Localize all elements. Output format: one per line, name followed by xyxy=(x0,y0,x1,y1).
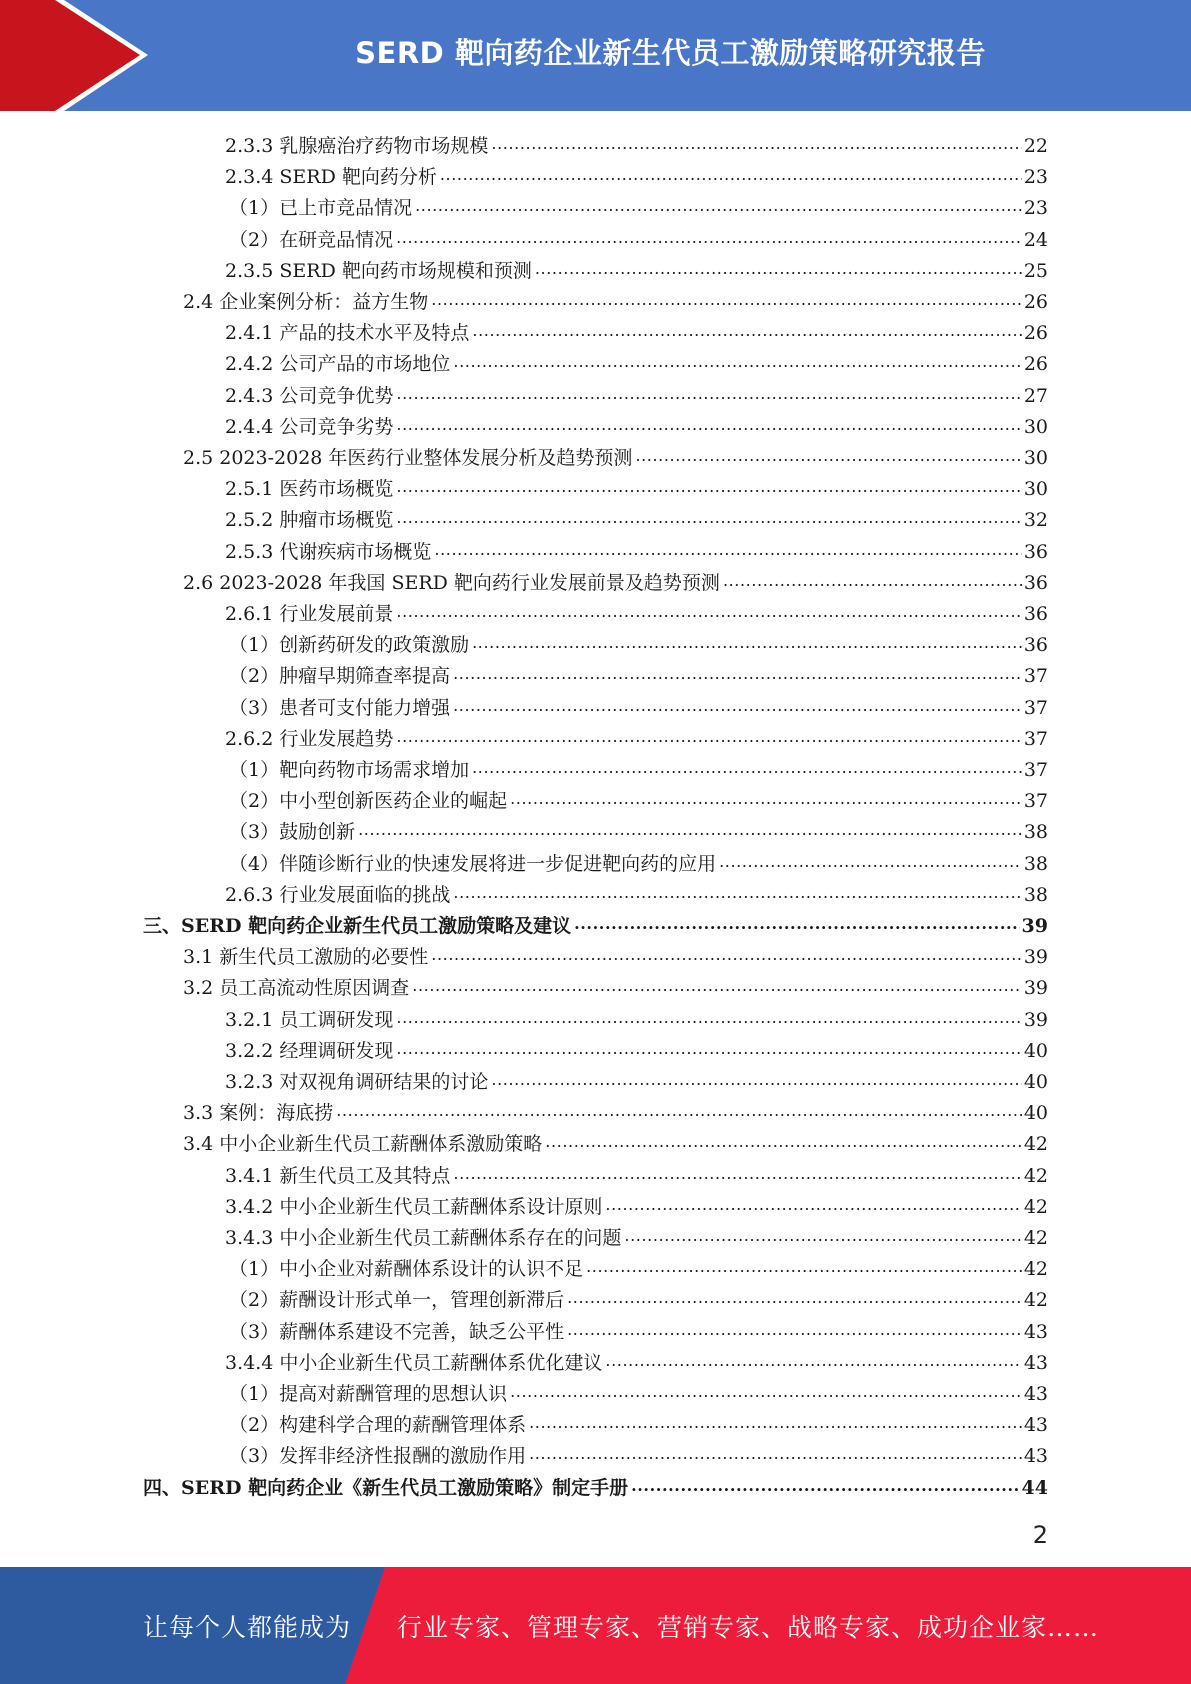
page-header xyxy=(0,0,1191,111)
toc-entry-page: 42 xyxy=(1023,1258,1048,1281)
toc-entry-page: 23 xyxy=(1023,166,1048,189)
toc-dot-leader xyxy=(529,1413,1022,1437)
toc-entry-label: 2.6.1 行业发展前景 xyxy=(225,603,394,625)
toc-entry[interactable] xyxy=(225,595,1048,626)
toc-entry-label: 2.5 2023-2028 年医药行业整体发展分析及趋势预测 xyxy=(183,447,633,469)
toc-entry[interactable] xyxy=(183,564,1048,595)
toc-entry-page: 42 xyxy=(1023,1195,1048,1218)
toc-entry[interactable] xyxy=(229,1313,1048,1344)
toc-entry-page: 26 xyxy=(1023,353,1048,376)
toc-entry-label: 2.4 企业案例分析：益方生物 xyxy=(183,291,429,313)
toc-dot-leader xyxy=(567,1288,1022,1312)
toc-entry-label: （2）在研竞品情况 xyxy=(229,228,394,251)
toc-entry[interactable] xyxy=(225,1157,1048,1188)
toc-entry[interactable] xyxy=(225,720,1048,751)
toc-entry-page: 37 xyxy=(1023,665,1048,688)
toc-entry[interactable] xyxy=(225,1063,1048,1094)
toc-dot-leader xyxy=(624,1226,1021,1250)
toc-entry-label: 2.4.3 公司竞争优势 xyxy=(225,384,394,407)
toc-entry-page: 37 xyxy=(1023,790,1048,813)
toc-dot-leader xyxy=(415,196,1022,220)
toc-entry[interactable] xyxy=(225,377,1048,408)
toc-entry-label: 2.6.2 行业发展趋势 xyxy=(225,727,394,750)
toc-dot-leader xyxy=(396,477,1021,501)
toc-entry[interactable] xyxy=(225,314,1048,345)
toc-dot-leader xyxy=(491,1070,1021,1094)
toc-entry[interactable] xyxy=(225,158,1048,189)
toc-entry[interactable] xyxy=(225,876,1048,907)
toc-dot-leader xyxy=(491,134,1021,158)
toc-entry[interactable] xyxy=(183,1094,1048,1125)
toc-dot-leader xyxy=(510,789,1022,813)
toc-entry[interactable] xyxy=(229,782,1048,813)
toc-entry-page: 39 xyxy=(1023,977,1048,1000)
toc-dot-leader xyxy=(396,602,1021,626)
toc-entry-label: 3.3 案例：海底捞 xyxy=(183,1102,334,1125)
toc-dot-leader xyxy=(567,1320,1022,1344)
toc-entry-page: 22 xyxy=(1023,135,1048,157)
toc-dot-leader xyxy=(510,1382,1022,1406)
toc-entry-label: 3.4.4 中小企业新生代员工薪酬体系优化建议 xyxy=(225,1351,603,1374)
toc-entry-page: 24 xyxy=(1023,228,1048,251)
toc-entry[interactable] xyxy=(225,1001,1048,1032)
toc-entry-page: 38 xyxy=(1023,821,1048,844)
toc-entry[interactable] xyxy=(183,938,1048,969)
toc-entry-label: 3.2 员工高流动性原因调查 xyxy=(183,977,410,1000)
toc-entry-page: 37 xyxy=(1023,696,1048,719)
page-number: 2 xyxy=(1032,1521,1048,1549)
toc-dot-leader xyxy=(472,321,1021,345)
toc-entry[interactable] xyxy=(225,501,1048,532)
toc-entry[interactable] xyxy=(229,1375,1048,1406)
toc-dot-leader xyxy=(545,1132,1022,1156)
toc-entry-page: 39 xyxy=(1023,946,1048,969)
toc-entry-label: 2.4.2 公司产品的市场地位 xyxy=(225,353,451,376)
toc-entry[interactable] xyxy=(225,1188,1048,1219)
toc-dot-leader xyxy=(723,571,1022,595)
toc-dot-leader xyxy=(412,976,1022,1000)
toc-dot-leader xyxy=(719,852,1022,876)
toc-entry-page: 36 xyxy=(1023,603,1048,625)
toc-entry-page: 43 xyxy=(1023,1320,1048,1343)
toc-entry-label: （2）肿瘤早期筛查率提高 xyxy=(229,665,451,688)
toc-entry-page: 36 xyxy=(1023,540,1048,563)
toc-dot-leader xyxy=(631,1476,1019,1500)
toc-entry[interactable] xyxy=(183,1125,1048,1156)
toc-entry[interactable] xyxy=(225,1219,1048,1250)
toc-dot-leader xyxy=(574,914,1019,938)
toc-entry-label: （3）鼓励创新 xyxy=(229,821,356,844)
toc-dot-leader xyxy=(396,384,1021,408)
toc-entry[interactable] xyxy=(225,345,1048,376)
toc-entry[interactable] xyxy=(229,689,1048,720)
toc-entry-label: 3.2.1 员工调研发现 xyxy=(225,1008,394,1031)
toc-entry-label: （2）中小型创新医药企业的崛起 xyxy=(229,790,508,813)
toc-entry[interactable] xyxy=(229,189,1048,220)
toc-entry[interactable] xyxy=(225,252,1048,283)
toc-entry-page: 43 xyxy=(1023,1351,1048,1374)
toc-dot-leader xyxy=(635,446,1021,470)
toc-entry[interactable] xyxy=(229,221,1048,252)
toc-entry-label: 2.4.4 公司竞争劣势 xyxy=(225,415,394,438)
toc-entry-label: 3.4 中小企业新生代员工薪酬体系激励策略 xyxy=(183,1133,543,1156)
footer-slogan-left: 让每个人都能成为 xyxy=(143,1612,352,1642)
toc-dot-leader xyxy=(472,633,1022,657)
toc-dot-leader xyxy=(529,1444,1022,1468)
header-chevron-decoration xyxy=(0,0,150,111)
toc-entry-label: 三、SERD 靶向药企业新生代员工激励策略及建议 xyxy=(143,915,572,937)
toc-entry-label: 2.4.1 产品的技术水平及特点 xyxy=(225,322,470,345)
toc-dot-leader xyxy=(453,1164,1021,1188)
toc-dot-leader xyxy=(431,290,1022,314)
toc-entry-label: （3）薪酬体系建设不完善，缺乏公平性 xyxy=(229,1320,565,1343)
footer-slogan-right: 行业专家、管理专家、营销专家、战略专家、成功企业家…… xyxy=(397,1612,1100,1642)
toc-entry-label: （1）中小企业对薪酬体系设计的认识不足 xyxy=(229,1258,584,1281)
toc-entry[interactable] xyxy=(229,1406,1048,1437)
toc-entry-label: （4）伴随诊断行业的快速发展将进一步促进靶向药的应用 xyxy=(229,852,717,875)
toc-entry-page: 32 xyxy=(1023,509,1048,532)
toc-entry[interactable] xyxy=(143,1469,1048,1500)
toc-entry-label: 3.4.1 新生代员工及其特点 xyxy=(225,1164,451,1187)
toc-entry-page: 37 xyxy=(1023,727,1048,750)
toc-dot-leader xyxy=(336,1101,1022,1125)
toc-dot-leader xyxy=(440,165,1022,189)
toc-entry-page: 43 xyxy=(1023,1414,1048,1437)
toc-dot-leader xyxy=(396,228,1022,252)
report-title: SERD 靶向药企业新生代员工激励策略研究报告 xyxy=(355,35,986,70)
toc-entry-page: 30 xyxy=(1023,478,1048,501)
toc-dot-leader xyxy=(396,415,1021,439)
toc-dot-leader xyxy=(605,1195,1021,1219)
toc-entry-label: （3）患者可支付能力增强 xyxy=(229,696,451,719)
toc-entry-page: 26 xyxy=(1023,291,1048,313)
toc-entry-label: 2.6 2023-2028 年我国 SERD 靶向药行业发展前景及趋势预测 xyxy=(183,571,720,594)
toc-entry[interactable] xyxy=(229,1250,1048,1281)
toc-entry-label: （2）构建科学合理的薪酬管理体系 xyxy=(229,1414,527,1437)
toc-dot-leader xyxy=(434,540,1021,564)
toc-entry[interactable] xyxy=(225,408,1048,439)
toc-entry-label: （1）已上市竞品情况 xyxy=(229,197,413,220)
toc-entry-label: 2.3.3 乳腺癌治疗药物市场规模 xyxy=(225,135,489,157)
toc-entry-label: 3.4.3 中小企业新生代员工薪酬体系存在的问题 xyxy=(225,1227,622,1249)
toc-entry[interactable] xyxy=(229,751,1048,782)
toc-dot-leader xyxy=(586,1257,1022,1281)
toc-entry-label: （1）创新药研发的政策激励 xyxy=(229,634,470,657)
toc-entry[interactable] xyxy=(183,283,1048,314)
toc-dot-leader xyxy=(453,696,1022,720)
toc-dot-leader xyxy=(453,352,1021,376)
toc-entry[interactable] xyxy=(225,1032,1048,1063)
toc-dot-leader xyxy=(431,945,1022,969)
toc-entry-page: 40 xyxy=(1023,1071,1048,1093)
toc-entry-page: 36 xyxy=(1023,571,1048,594)
toc-entry-label: 2.3.4 SERD 靶向药分析 xyxy=(225,166,437,189)
toc-entry-page: 42 xyxy=(1023,1164,1048,1187)
toc-entry[interactable] xyxy=(225,533,1048,564)
toc-entry-page: 26 xyxy=(1023,322,1048,345)
page-footer xyxy=(0,1567,1191,1684)
toc-dot-leader xyxy=(453,883,1021,907)
toc-entry-page: 39 xyxy=(1021,915,1048,937)
toc-dot-leader xyxy=(605,1351,1021,1375)
toc-entry-page: 42 xyxy=(1023,1227,1048,1249)
toc-entry-label: 2.5.2 肿瘤市场概览 xyxy=(225,509,394,532)
toc-entry-page: 44 xyxy=(1021,1476,1048,1499)
toc-dot-leader xyxy=(472,758,1022,782)
toc-entry-page: 43 xyxy=(1023,1383,1048,1405)
toc-entry-page: 38 xyxy=(1023,852,1048,875)
toc-entry[interactable] xyxy=(229,845,1048,876)
toc-entry-label: 2.3.5 SERD 靶向药市场规模和预测 xyxy=(225,259,532,282)
toc-entry-page: 42 xyxy=(1023,1133,1048,1156)
toc-entry-page: 42 xyxy=(1023,1289,1048,1312)
toc-entry-page: 40 xyxy=(1023,1102,1048,1125)
toc-entry[interactable] xyxy=(225,1344,1048,1375)
toc-entry[interactable] xyxy=(143,907,1048,938)
toc-entry[interactable] xyxy=(229,813,1048,844)
toc-entry[interactable] xyxy=(183,439,1048,470)
toc-entry-page: 25 xyxy=(1023,259,1048,282)
toc-entry-label: （1）提高对薪酬管理的思想认识 xyxy=(229,1383,508,1405)
toc-entry[interactable] xyxy=(183,969,1048,1000)
toc-entry-label: 2.5.1 医药市场概览 xyxy=(225,478,394,501)
toc-entry-page: 27 xyxy=(1023,384,1048,407)
toc-entry-label: 2.5.3 代谢疾病市场概览 xyxy=(225,540,432,563)
toc-entry[interactable] xyxy=(229,626,1048,657)
toc-entry-page: 23 xyxy=(1023,197,1048,220)
toc-entry-label: 2.6.3 行业发展面临的挑战 xyxy=(225,883,451,906)
toc-dot-leader xyxy=(396,727,1021,751)
toc-entry-page: 30 xyxy=(1023,447,1048,469)
toc-entry[interactable] xyxy=(225,127,1048,158)
toc-dot-leader xyxy=(535,259,1022,283)
toc-entry[interactable] xyxy=(229,657,1048,688)
toc-entry-label: 3.1 新生代员工激励的必要性 xyxy=(183,946,429,969)
toc-dot-leader xyxy=(396,1039,1021,1063)
toc-entry[interactable] xyxy=(229,1281,1048,1312)
toc-entry-page: 37 xyxy=(1023,759,1048,781)
toc-entry[interactable] xyxy=(225,470,1048,501)
toc-dot-leader xyxy=(396,1008,1021,1032)
toc-entry-label: 3.2.3 对双视角调研结果的讨论 xyxy=(225,1071,489,1093)
toc-entry[interactable] xyxy=(229,1437,1048,1468)
toc-entry-page: 40 xyxy=(1023,1039,1048,1062)
toc-entry-label: （2）薪酬设计形式单一，管理创新滞后 xyxy=(229,1289,565,1312)
toc-entry-label: 3.2.2 经理调研发现 xyxy=(225,1039,394,1062)
toc-entry-page: 36 xyxy=(1023,634,1048,657)
toc-entry-page: 43 xyxy=(1023,1445,1048,1468)
toc-entry-page: 39 xyxy=(1023,1008,1048,1031)
toc-entry-page: 38 xyxy=(1023,883,1048,906)
toc-dot-leader xyxy=(453,664,1022,688)
toc-entry-label: （3）发挥非经济性报酬的激励作用 xyxy=(229,1445,527,1468)
toc-entry-label: （1）靶向药物市场需求增加 xyxy=(229,759,470,781)
toc-dot-leader xyxy=(358,820,1022,844)
toc-entry-label: 3.4.2 中小企业新生代员工薪酬体系设计原则 xyxy=(225,1195,603,1218)
toc-entry-label: 四、SERD 靶向药企业《新生代员工激励策略》制定手册 xyxy=(143,1476,629,1499)
toc-entry-page: 30 xyxy=(1023,415,1048,438)
toc-dot-leader xyxy=(396,508,1021,532)
